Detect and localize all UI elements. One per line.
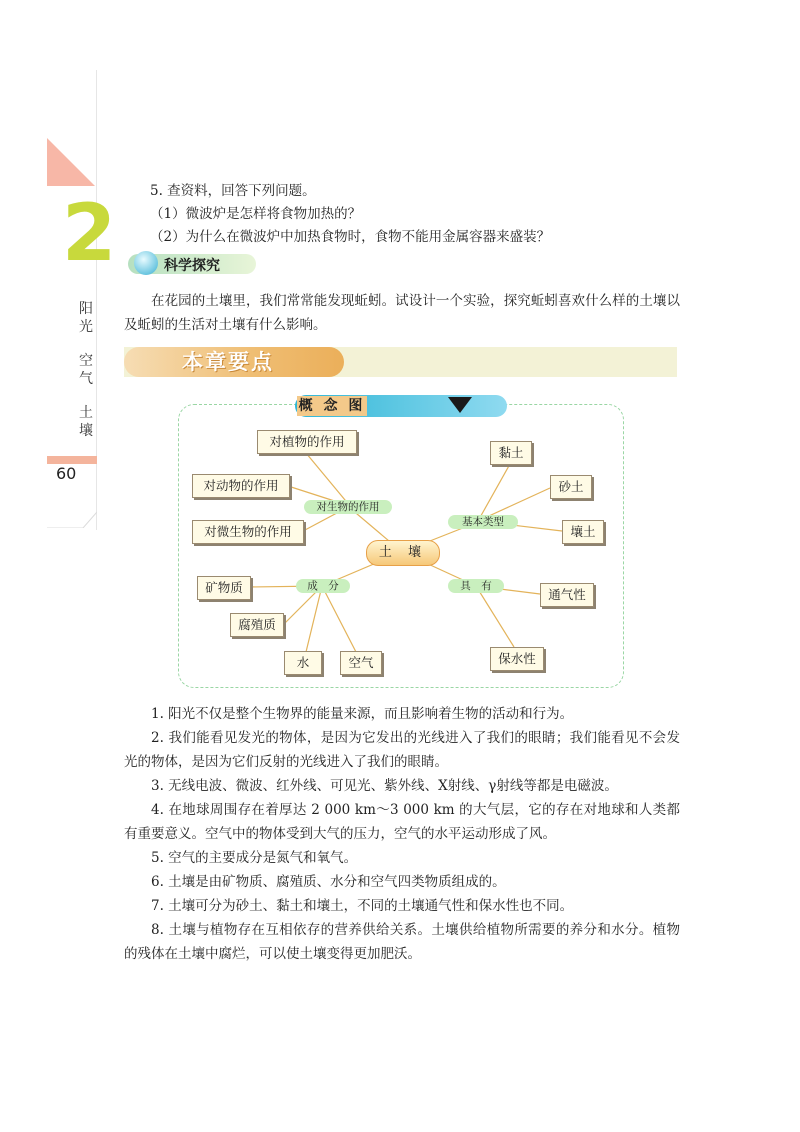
map-branch-composition: 成 分: [296, 579, 350, 593]
key-point-5: 5. 空气的主要成分是氮气和氧气。: [151, 850, 358, 866]
question-5: 5. 查资料，回答下列问题。: [150, 183, 316, 199]
page-number: 60: [56, 464, 77, 483]
map-node-effect-plant: 对植物的作用: [257, 430, 357, 454]
map-branch-type: 基本类型: [448, 515, 518, 529]
map-node-center: 土 壤: [366, 540, 440, 566]
key-point-3: 3. 无线电波、微波、红外线、可见光、紫外线、X射线、γ射线等都是电磁波。: [151, 778, 618, 794]
map-node-type-sand: 砂土: [550, 475, 592, 499]
triangle-down-icon: [448, 397, 472, 413]
question-5-part-1: （1）微波炉是怎样将食物加热的？: [150, 206, 362, 222]
map-node-comp-air: 空气: [340, 651, 382, 675]
section-title: 本章要点: [182, 350, 274, 374]
side-title-part-sun: 阳光: [79, 301, 93, 335]
key-point-4: 4. 在地球周围存在着厚达 2 000 km～3 000 km 的大气层，它的存在对地球和人类都有重要意义。空气中的物体受到大气的压力，空气的水平运动形成了风。: [124, 802, 680, 842]
concept-map-title: 概 念 图: [298, 398, 366, 414]
key-points-list: [124, 702, 680, 966]
chapter-number: 2: [62, 189, 117, 279]
map-node-prop-water: 保水性: [490, 647, 544, 671]
side-title-part-soil: 土壤: [79, 405, 93, 439]
key-point-6: 6. 土壤是由矿物质、腐殖质、水分和空气四类物质组成的。: [151, 874, 506, 890]
map-node-effect-micro: 对微生物的作用: [192, 520, 304, 544]
explore-title: 科学探究: [164, 258, 220, 274]
map-node-type-loam: 壤土: [562, 520, 604, 544]
map-node-comp-water: 水: [284, 651, 322, 675]
map-node-prop-air: 通气性: [540, 583, 594, 607]
side-title-part-air: 空气: [79, 353, 93, 387]
map-node-comp-humus: 腐殖质: [230, 613, 284, 637]
map-branch-effect: 对生物的作用: [304, 500, 392, 514]
map-node-type-clay: 黏土: [490, 441, 532, 465]
map-branch-property: 具 有: [448, 579, 504, 593]
map-node-comp-mineral: 矿物质: [197, 576, 251, 600]
question-5-part-2: （2）为什么在微波炉中加热食物时，食物不能用金属容器来盛装？: [150, 229, 551, 245]
explore-paragraph: 在花园的土壤里，我们常常能发现蚯蚓。试设计一个实验，探究蚯蚓喜欢什么样的土壤以及蚯蚓的生活对土壤有什么影响。: [124, 293, 680, 333]
map-node-effect-animal: 对动物的作用: [192, 474, 290, 498]
key-point-7: 7. 土壤可分为砂土、黏土和壤土，不同的土壤通气性和保水性也不同。: [151, 898, 574, 914]
key-point-8: 8. 土壤与植物存在互相依存的营养供给关系。土壤供给植物所需要的养分和水分。植物的残体在土壤中腐烂，可以使土壤变得更加肥沃。: [124, 922, 680, 962]
key-point-2: 2. 我们能看见发光的物体，是因为它发出的光线进入了我们的眼睛；我们能看见不会发光的物体，是因为它们反射的光线进入了我们的眼睛。: [124, 730, 680, 770]
key-point-1: 1. 阳光不仅是整个生物界的能量来源，而且影响着生物的活动和行为。: [151, 706, 574, 722]
